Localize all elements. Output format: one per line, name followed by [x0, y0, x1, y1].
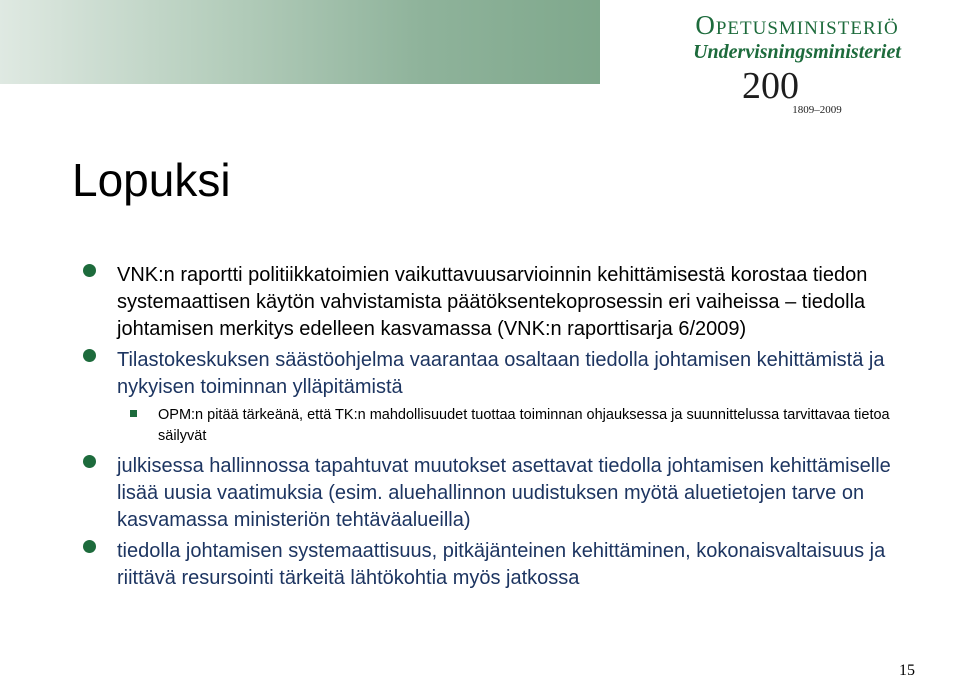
bullet-dot-icon [83, 264, 96, 277]
ministry-name-sv: Undervisningsministeriet [693, 41, 901, 63]
anniversary-200-icon [732, 64, 862, 104]
header-band [0, 0, 600, 84]
bullet-text: julkisessa hallinnossa tapahtuvat muutokset asettavat tiedolla johtamisen kehittämiselle lisää uusia vaatimuksia (esim. aluehallinnon uudistuksen myötä aluetietojen tarve on kasvamassa ministeriön tehtäväalueilla) [117, 455, 891, 531]
page-number: 15 [899, 662, 915, 679]
bullet-text: VNK:n raportti politiikkatoimien vaikuttavuusarvioinnin kehittämisestä korostaa tiedon systemaattisen käytön vahvistamista päätöksentekoprosessin eri vaiheissa – tiedolla johtamisen merkitys edelleen kasvamassa (VNK:n raporttisarja 6/2009) [117, 264, 868, 340]
square-bullet-icon [130, 410, 137, 417]
sub-bullet-item [80, 405, 920, 447]
anniversary-mark: 200 [742, 65, 799, 104]
sub-bullet-text: OPM:n pitää tärkeänä, että TK:n mahdollisuudet tuottaa toiminnan ohjauksessa ja suunnittelussa tarvittavaa tietoa säilyvät [158, 407, 890, 444]
bullet-dot-icon [83, 540, 96, 553]
bullet-item-4 [80, 538, 920, 592]
ministry-logo [647, 10, 947, 130]
bullet-text: tiedolla johtamisen systemaattisuus, pitkäjänteinen kehittäminen, kokonaisvaltaisuus ja riittävä resursointi tärkeitä lähtökohtia myös jatkossa [117, 540, 886, 589]
slide-title: Lopuksi [72, 154, 231, 206]
bullet-item-2 [80, 347, 920, 401]
bullet-text: Tilastokeskuksen säästöohjelma vaarantaa osaltaan tiedolla johtamisen kehittämistä ja nykyisen toiminnan ylläpitämistä [117, 349, 885, 398]
bullet-dot-icon [83, 349, 96, 362]
bullet-dot-icon [83, 455, 96, 468]
bullet-item-1 [80, 262, 920, 343]
ministry-name-fi: Opetusministeriö [695, 10, 899, 40]
anniversary-years: 1809–2009 [792, 104, 842, 116]
bullet-list [80, 262, 920, 592]
bullet-item-3 [80, 453, 920, 534]
